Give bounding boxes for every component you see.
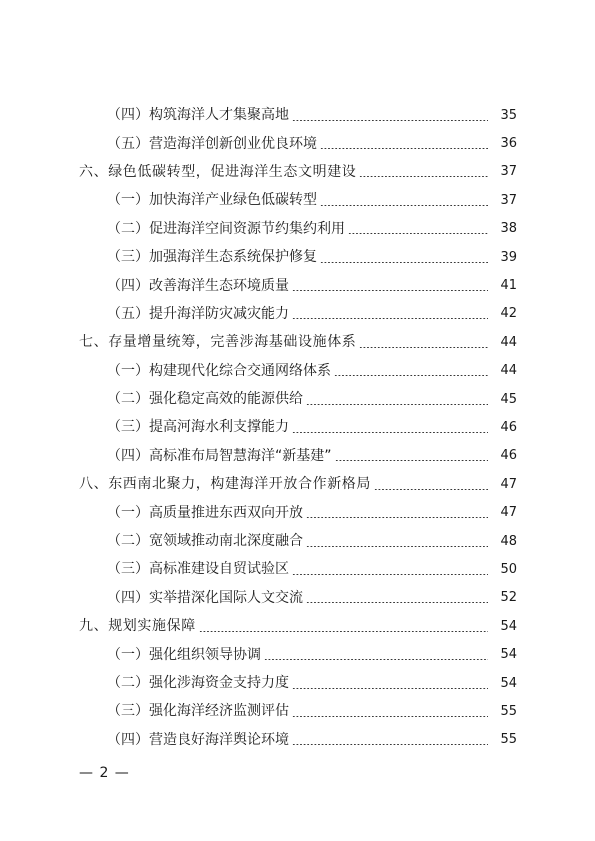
toc-entry[interactable] <box>0 271 595 299</box>
toc-entry[interactable] <box>0 129 595 157</box>
toc-entry-page: 41 <box>500 278 517 294</box>
table-of-contents <box>0 101 595 754</box>
toc-entry-page: 54 <box>500 618 517 634</box>
toc-entry-title: （三）高标准建设自贸试验区 <box>107 561 289 578</box>
toc-entry-title: （四）改善海洋生态环境质量 <box>107 277 289 294</box>
toc-entry[interactable] <box>0 669 595 697</box>
toc-dot-leader <box>292 290 488 291</box>
toc-entry[interactable] <box>0 357 595 385</box>
toc-dot-leader <box>306 602 488 603</box>
toc-entry[interactable] <box>0 385 595 413</box>
toc-dot-leader <box>292 318 488 319</box>
toc-dot-leader <box>320 148 488 149</box>
toc-entry-page: 37 <box>500 192 517 208</box>
toc-dot-leader <box>264 659 488 660</box>
toc-entry-title: （四）实举措深化国际人文交流 <box>107 589 303 606</box>
toc-entry-page: 36 <box>500 136 517 152</box>
toc-dot-leader <box>320 205 488 206</box>
toc-entry-title: （一）构建现代化综合交通网络体系 <box>107 362 331 379</box>
toc-dot-leader <box>306 517 488 518</box>
toc-entry-title: （四）营造良好海洋舆论环境 <box>107 731 289 748</box>
toc-chapter-title: 九、规划实施保障 <box>79 618 196 635</box>
toc-dot-leader <box>292 432 488 433</box>
toc-entry-page: 54 <box>500 647 517 663</box>
toc-entry-page: 55 <box>500 703 517 719</box>
toc-entry-page: 50 <box>500 561 517 577</box>
toc-entry-page: 47 <box>500 476 517 492</box>
toc-entry-title: （二）强化稳定高效的能源供给 <box>107 391 303 408</box>
toc-dot-leader <box>359 176 488 177</box>
toc-entry-title: （二）促进海洋空间资源节约集约利用 <box>107 220 345 237</box>
toc-entry-page: 37 <box>500 164 517 180</box>
toc-entry-page: 55 <box>500 732 517 748</box>
toc-entry-title: （二）宽领域推动南北深度融合 <box>107 533 303 550</box>
toc-dot-leader <box>292 716 488 717</box>
toc-entry-title: （一）高质量推进东西双向开放 <box>107 504 303 521</box>
toc-entry-title: （三）强化海洋经济监测评估 <box>107 703 289 720</box>
toc-chapter-title: 七、存量增量统筹，完善涉海基础设施体系 <box>79 334 357 351</box>
toc-dot-leader <box>292 574 488 575</box>
toc-entry-title: （五）营造海洋创新创业优良环境 <box>107 135 317 152</box>
toc-entry-title: （五）提升海洋防灾减灾能力 <box>107 305 289 322</box>
toc-entry-title: （三）加强海洋生态系统保护修复 <box>107 249 317 266</box>
toc-dot-leader <box>359 347 488 348</box>
toc-entry-page: 44 <box>500 334 517 350</box>
toc-entry[interactable] <box>0 584 595 612</box>
toc-entry-page: 39 <box>500 249 517 265</box>
toc-entry-page: 54 <box>500 675 517 691</box>
toc-chapter-title: 八、东西南北聚力，构建海洋开放合作新格局 <box>79 476 371 493</box>
toc-entry-page: 48 <box>500 533 517 549</box>
toc-entry-title: （三）提高河海水利支撑能力 <box>107 419 289 436</box>
toc-dot-leader <box>334 375 488 376</box>
toc-dot-leader <box>374 489 488 490</box>
toc-dot-leader <box>199 631 488 632</box>
toc-entry[interactable] <box>0 243 595 271</box>
page-number: — 2 — <box>79 765 130 781</box>
toc-entry[interactable] <box>0 442 595 470</box>
toc-dot-leader <box>292 688 488 689</box>
toc-entry[interactable] <box>0 498 595 526</box>
toc-entry-page: 52 <box>500 590 517 606</box>
toc-entry[interactable] <box>0 640 595 668</box>
toc-entry-page: 38 <box>500 221 517 237</box>
toc-entry[interactable] <box>0 527 595 555</box>
toc-entry-title: （四）高标准布局智慧海洋“新基建” <box>107 447 332 464</box>
toc-entry-page: 35 <box>500 107 517 123</box>
toc-chapter-entry[interactable] <box>0 328 595 356</box>
toc-dot-leader <box>335 460 488 461</box>
toc-entry-page: 44 <box>500 363 517 379</box>
toc-dot-leader <box>292 744 488 745</box>
toc-entry[interactable] <box>0 101 595 129</box>
toc-entry-title: （一）强化组织领导协调 <box>107 646 261 663</box>
toc-entry[interactable] <box>0 555 595 583</box>
toc-entry-page: 45 <box>500 391 517 407</box>
toc-entry-title: （四）构筑海洋人才集聚高地 <box>107 107 289 124</box>
toc-entry-title: （二）强化涉海资金支持力度 <box>107 675 289 691</box>
toc-entry-page: 46 <box>500 419 517 435</box>
toc-entry[interactable] <box>0 300 595 328</box>
toc-entry[interactable] <box>0 697 595 725</box>
toc-chapter-title: 六、绿色低碳转型，促进海洋生态文明建设 <box>79 163 357 180</box>
toc-entry[interactable] <box>0 413 595 441</box>
toc-chapter-entry[interactable] <box>0 470 595 498</box>
toc-entry-page: 42 <box>500 306 517 322</box>
toc-dot-leader <box>348 233 488 234</box>
toc-entry-title: （一）加快海洋产业绿色低碳转型 <box>107 192 317 209</box>
toc-dot-leader <box>306 546 488 547</box>
toc-entry[interactable] <box>0 726 595 754</box>
toc-dot-leader <box>306 404 488 405</box>
toc-chapter-entry[interactable] <box>0 158 595 186</box>
toc-dot-leader <box>320 262 488 263</box>
toc-entry[interactable] <box>0 186 595 214</box>
toc-dot-leader <box>292 120 488 121</box>
toc-entry-page: 46 <box>500 448 517 464</box>
toc-entry[interactable] <box>0 215 595 243</box>
toc-chapter-entry[interactable] <box>0 612 595 640</box>
toc-entry-page: 47 <box>500 505 517 521</box>
